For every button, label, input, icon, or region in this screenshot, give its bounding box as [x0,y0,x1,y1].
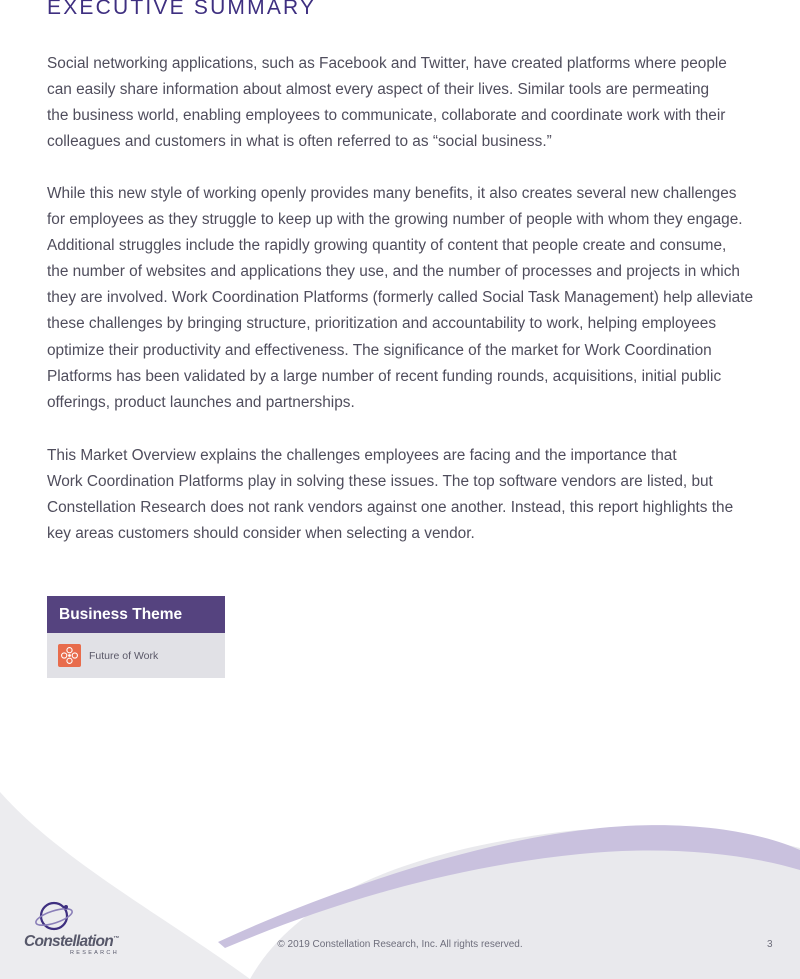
future-of-work-icon [58,644,81,667]
text-line: Social networking applications, such as Facebook and Twitter, have created platforms where people [47,55,727,72]
text-line: This Market Overview explains the challenges employees are facing and the importance that [47,447,677,464]
page-number: 3 [767,939,773,950]
text-line: Platforms has been validated by a large number of recent funding rounds, acquisitions, initial public [47,367,722,385]
paragraph-challenges [47,181,767,416]
business-theme-item-label: Future of Work [89,649,159,662]
copyright-notice: © 2019 Constellation Research, Inc. All rights reserved. [277,939,523,950]
business-theme-title: Business Theme [47,596,225,633]
text-line: can easily share information about almost every aspect of their lives. Similar tools are permeating [47,81,710,99]
logo-wordmark: Constellation™ [24,933,119,950]
paragraph-overview [47,443,767,547]
business-theme-item[interactable] [47,633,225,678]
business-theme-box [47,596,225,678]
text-line: Additional struggles include the rapidly growing quantity of content that people create and consume, [47,237,727,255]
text-line: Work Coordination Platforms play in solving these issues. The top software vendors are listed, but [47,473,713,491]
text-line: Constellation Research does not rank vendors against one another. Instead, this report highlights the [47,499,734,517]
logo-subtitle: RESEARCH [70,950,119,956]
text-line: While this new style of working openly provides many benefits, it also creates several new challenges [47,185,737,202]
text-line: these challenges by bringing structure, prioritization and accountability to work, helping employees [47,315,717,333]
text-line: the number of websites and applications they use, and the number of processes and projects in which [47,263,740,281]
text-line: the business world, enabling employees to communicate, collaborate and coordinate work with their [47,107,726,125]
text-line: offerings, product launches and partnerships. [47,393,355,411]
text-line: colleagues and customers in what is often referred to as “social business.” [47,133,552,151]
text-line: for employees as they struggle to keep up with the growing number of people with whom they engage. [47,211,743,229]
text-line: key areas customers should consider when selecting a vendor. [47,525,475,543]
text-line: optimize their productivity and effectiveness. The significance of the market for Work Coordination [47,341,712,359]
page-title: EXECUTIVE SUMMARY [47,0,317,19]
paragraph-intro [47,51,767,155]
constellation-logo-icon [24,900,84,936]
text-line: they are involved. Work Coordination Platforms (formerly called Social Task Management) help alleviate [47,289,754,307]
